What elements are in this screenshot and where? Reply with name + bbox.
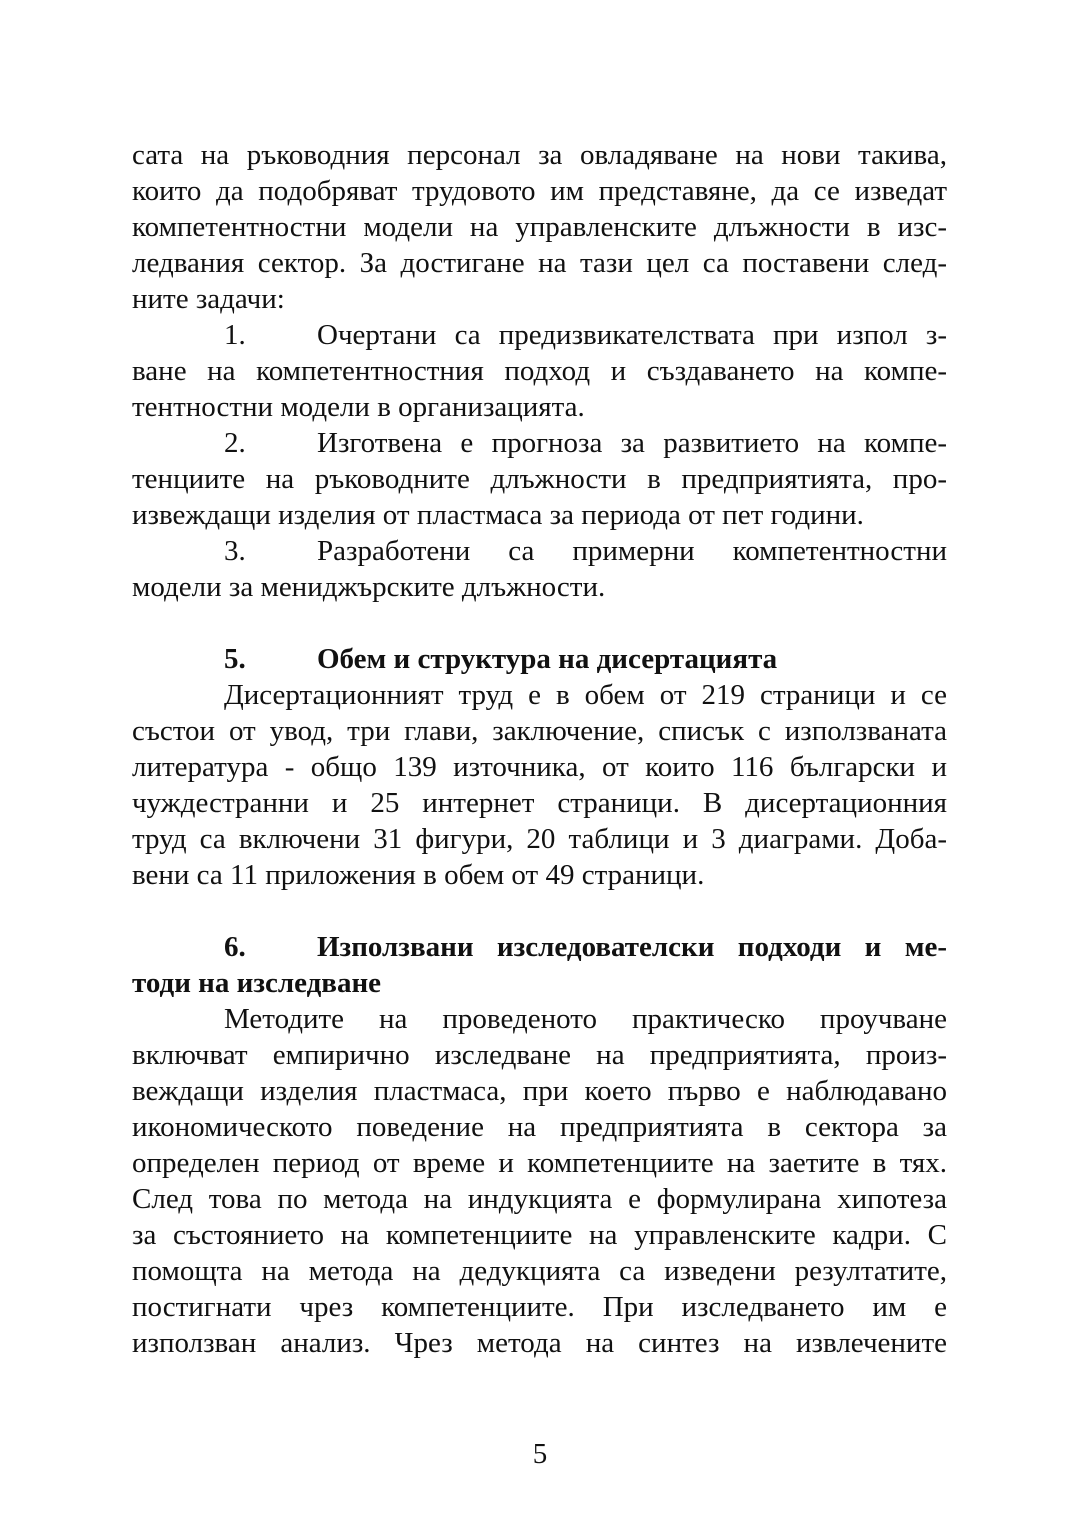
body-text-line: вени са 11 приложения в обем от 49 страници. — [132, 859, 705, 891]
body-text-line: определен период от време и компетенциите на заетите в тях. — [132, 1147, 947, 1179]
body-text-line: ледвания сектор. За достигане на тази цел са поставени след- — [132, 247, 947, 279]
task-number: 2. — [224, 427, 246, 459]
body-text-line: Методите на проведеното практическо проучване — [224, 1003, 947, 1035]
section-title-continued: тоди на изследване — [132, 967, 382, 999]
task-item-1 — [224, 317, 947, 353]
body-text-line: веждащи изделия пластмаса, при което първо е наблюдавано — [132, 1075, 947, 1107]
body-text-line: за състоянието на компетенциите на управленските кадри. С — [132, 1219, 947, 1251]
page-number: 5 — [532, 1438, 548, 1470]
body-text-line: икономическото поведение на предприятията в сектора за — [132, 1111, 947, 1143]
body-text-line: компетентностни модели на управленските длъжности в изс- — [132, 211, 947, 243]
section-title: Обем и структура на дисертацията — [317, 643, 778, 675]
body-text-line: чуждестранни и 25 интернет страници. В дисертационния — [132, 787, 947, 819]
body-text-line: модели за мениджърските длъжности. — [132, 571, 606, 603]
task-item-3 — [224, 533, 947, 569]
body-text-line: тенциите на ръководните длъжности в предприятията, про- — [132, 463, 947, 495]
body-text-line: ване на компетентностния подход и създаването на компе- — [132, 355, 947, 387]
task-text: Изготвена е прогноза за развитието на компе- — [317, 427, 947, 459]
body-text-line: състои от увод, три глави, заключение, списък с използваната — [132, 715, 947, 747]
section-number: 6. — [224, 931, 246, 963]
body-text-line: Дисертационният труд е в обем от 219 страници и се — [224, 679, 947, 711]
task-text: Очертани са предизвикателствата при изпол з- — [317, 319, 947, 351]
body-text-line: които да подобряват трудовото им представяне, да се изведат — [132, 175, 947, 207]
body-text-line: След това по метода на индукцията е формулирана хипотеза — [132, 1183, 947, 1215]
task-number: 1. — [224, 319, 246, 351]
section-heading-6 — [224, 929, 947, 965]
task-number: 3. — [224, 535, 246, 567]
body-text-line: литература - общо 139 източника, от които 116 български и — [132, 751, 947, 783]
body-text-line: постигнати чрез компетенциите. При изследването им е — [132, 1291, 947, 1323]
body-text-line: извеждащи изделия от пластмаса за периода от пет години. — [132, 499, 864, 531]
section-number: 5. — [224, 643, 246, 675]
body-text-line: помощта на метода на дедукцията са изведени резултатите, — [132, 1255, 947, 1287]
body-text-line: труд са включени 31 фигури, 20 таблици и 3 диаграми. Доба- — [132, 823, 947, 855]
body-text-line: ните задачи: — [132, 283, 285, 315]
body-text-line: тентностни модели в организацията. — [132, 391, 585, 423]
section-heading-5 — [224, 641, 947, 677]
task-item-2 — [224, 425, 947, 461]
body-text-line: включват емпирично изследване на предприятията, произ- — [132, 1039, 947, 1071]
body-text-line: използван анализ. Чрез метода на синтез на извлечените — [132, 1327, 947, 1359]
body-text-line: сата на ръководния персонал за овладяване на нови такива, — [132, 139, 947, 171]
section-title: Използвани изследователски подходи и ме- — [317, 931, 947, 963]
task-text: Разработени са примерни компетентностни — [317, 535, 947, 567]
